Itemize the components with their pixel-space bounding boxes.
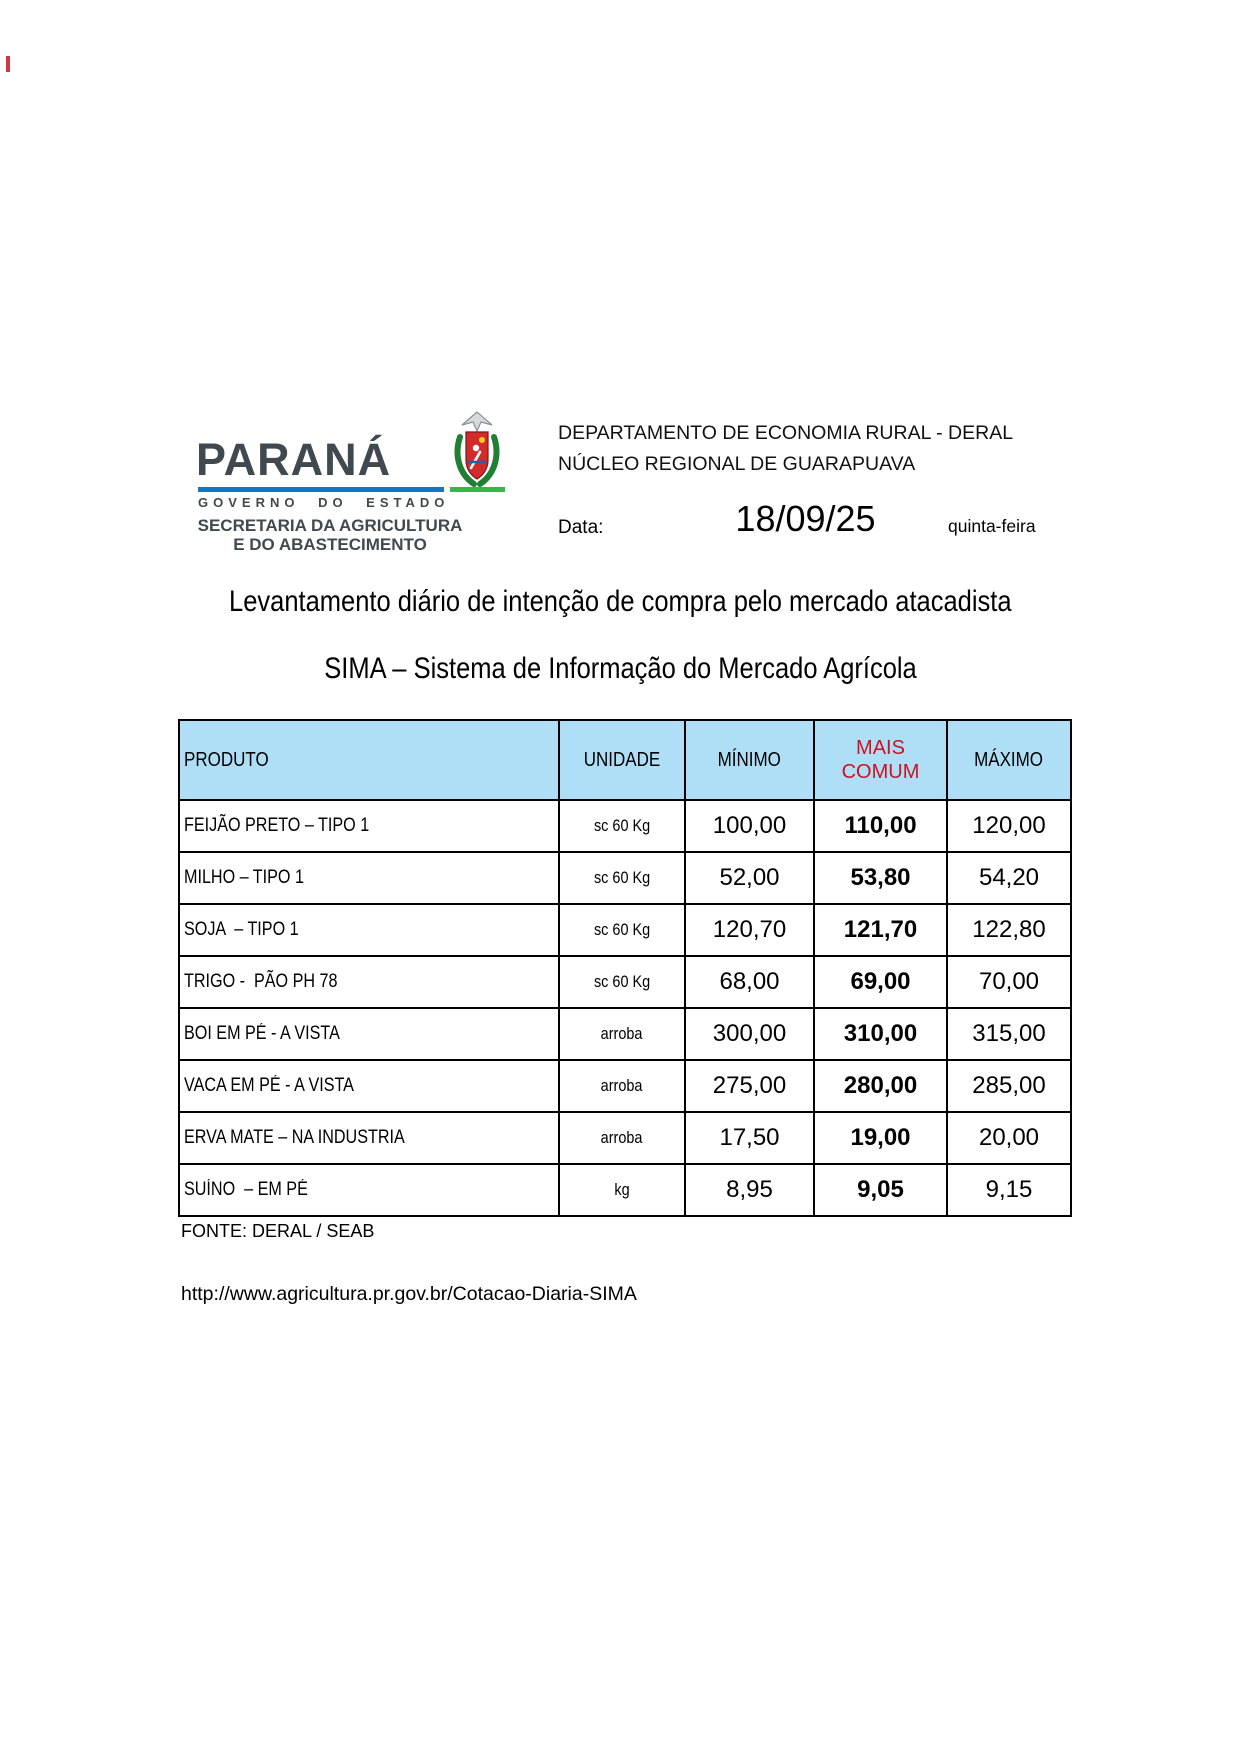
parana-coat-of-arms-icon bbox=[452, 410, 502, 490]
header-row bbox=[179, 720, 1071, 800]
column-header-unidade: UNIDADE bbox=[559, 720, 685, 800]
cell-mais-comum: 9,05 bbox=[814, 1164, 947, 1216]
cell-minimo: 300,00 bbox=[685, 1008, 814, 1060]
table-row bbox=[179, 1164, 1071, 1216]
cell-mais-comum: 280,00 bbox=[814, 1060, 947, 1112]
cell-unidade: sc 60 Kg bbox=[559, 800, 685, 852]
cell-mais-comum: 53,80 bbox=[814, 852, 947, 904]
cell-minimo: 68,00 bbox=[685, 956, 814, 1008]
column-header-produto: PRODUTO bbox=[179, 720, 559, 800]
cell-unidade: arroba bbox=[559, 1112, 685, 1164]
cell-maximo: 285,00 bbox=[947, 1060, 1071, 1112]
cell-unidade: sc 60 Kg bbox=[559, 904, 685, 956]
cell-unidade: kg bbox=[559, 1164, 685, 1216]
report-subtitle-text: Levantamento diário de intenção de compra pelo mercado atacadista bbox=[229, 585, 1012, 618]
secretariat-line2: E DO ABASTECIMENTO bbox=[233, 535, 427, 554]
date-value: 18/09/25 bbox=[735, 498, 876, 539]
cell-minimo: 275,00 bbox=[685, 1060, 814, 1112]
cell-minimo: 17,50 bbox=[685, 1112, 814, 1164]
cell-produto: TRIGO - PÃO PH 78 bbox=[179, 956, 559, 1008]
price-table bbox=[178, 719, 1072, 1217]
column-header-minimo: MÍNIMO bbox=[685, 720, 814, 800]
price-table-body bbox=[179, 800, 1071, 1216]
cell-minimo: 52,00 bbox=[685, 852, 814, 904]
cell-unidade: arroba bbox=[559, 1008, 685, 1060]
table-row bbox=[179, 1112, 1071, 1164]
cell-maximo: 120,00 bbox=[947, 800, 1071, 852]
column-header-maximo: MÁXIMO bbox=[947, 720, 1071, 800]
column-header-mais-comum: MAIS COMUM bbox=[814, 720, 947, 800]
secretariat-line1: SECRETARIA DA AGRICULTURA bbox=[197, 516, 463, 535]
date-label: Data: bbox=[558, 517, 604, 538]
logo-green-bar bbox=[450, 487, 505, 492]
cell-unidade: sc 60 Kg bbox=[559, 956, 685, 1008]
cell-produto: SUÍNO – EM PÉ bbox=[179, 1164, 559, 1216]
cell-produto: BOI EM PÉ - A VISTA bbox=[179, 1008, 559, 1060]
cell-mais-comum: 69,00 bbox=[814, 956, 947, 1008]
table-row bbox=[179, 1008, 1071, 1060]
department-header bbox=[558, 418, 1013, 480]
table-row bbox=[179, 956, 1071, 1008]
cell-mais-comum: 19,00 bbox=[814, 1112, 947, 1164]
page-margin-mark bbox=[6, 56, 10, 72]
table-row bbox=[179, 800, 1071, 852]
cell-unidade: sc 60 Kg bbox=[559, 852, 685, 904]
logo-secretariat bbox=[196, 516, 464, 554]
cell-maximo: 70,00 bbox=[947, 956, 1071, 1008]
system-title bbox=[0, 652, 1241, 686]
department-line1: DEPARTAMENTO DE ECONOMIA RURAL - DERAL bbox=[558, 422, 1014, 444]
cell-produto: SOJA – TIPO 1 bbox=[179, 904, 559, 956]
cell-maximo: 20,00 bbox=[947, 1112, 1071, 1164]
cell-produto: ERVA MATE – NA INDUSTRIA bbox=[179, 1112, 559, 1164]
cell-produto: FEIJÃO PRETO – TIPO 1 bbox=[179, 800, 559, 852]
source-note: FONTE: DERAL / SEAB bbox=[181, 1221, 375, 1241]
report-subtitle bbox=[0, 585, 1241, 619]
cell-minimo: 120,70 bbox=[685, 904, 814, 956]
table-row bbox=[179, 1060, 1071, 1112]
cell-produto: MILHO – TIPO 1 bbox=[179, 852, 559, 904]
weekday-label: quinta-feira bbox=[948, 516, 1036, 536]
cell-minimo: 8,95 bbox=[685, 1164, 814, 1216]
cell-maximo: 9,15 bbox=[947, 1164, 1071, 1216]
parana-wordmark: PARANÁ bbox=[196, 434, 392, 485]
table-row bbox=[179, 852, 1071, 904]
cell-mais-comum: 310,00 bbox=[814, 1008, 947, 1060]
logo-government-line: GOVERNO DO ESTADO bbox=[198, 495, 450, 510]
system-title-text: SIMA – Sistema de Informação do Mercado Agrícola bbox=[324, 652, 917, 685]
cell-mais-comum: 110,00 bbox=[814, 800, 947, 852]
cell-maximo: 54,20 bbox=[947, 852, 1071, 904]
department-line2: NÚCLEO REGIONAL DE GUARAPUAVA bbox=[558, 453, 916, 475]
logo-blue-bar bbox=[198, 487, 444, 492]
cell-maximo: 122,80 bbox=[947, 904, 1071, 956]
cell-minimo: 100,00 bbox=[685, 800, 814, 852]
cell-mais-comum: 121,70 bbox=[814, 904, 947, 956]
table-row bbox=[179, 904, 1071, 956]
cell-unidade: arroba bbox=[559, 1060, 685, 1112]
cell-produto: VACA EM PÉ - A VISTA bbox=[179, 1060, 559, 1112]
cell-maximo: 315,00 bbox=[947, 1008, 1071, 1060]
price-table-header bbox=[179, 720, 1071, 800]
source-url: http://www.agricultura.pr.gov.br/Cotacao-Diaria-SIMA bbox=[181, 1283, 637, 1305]
